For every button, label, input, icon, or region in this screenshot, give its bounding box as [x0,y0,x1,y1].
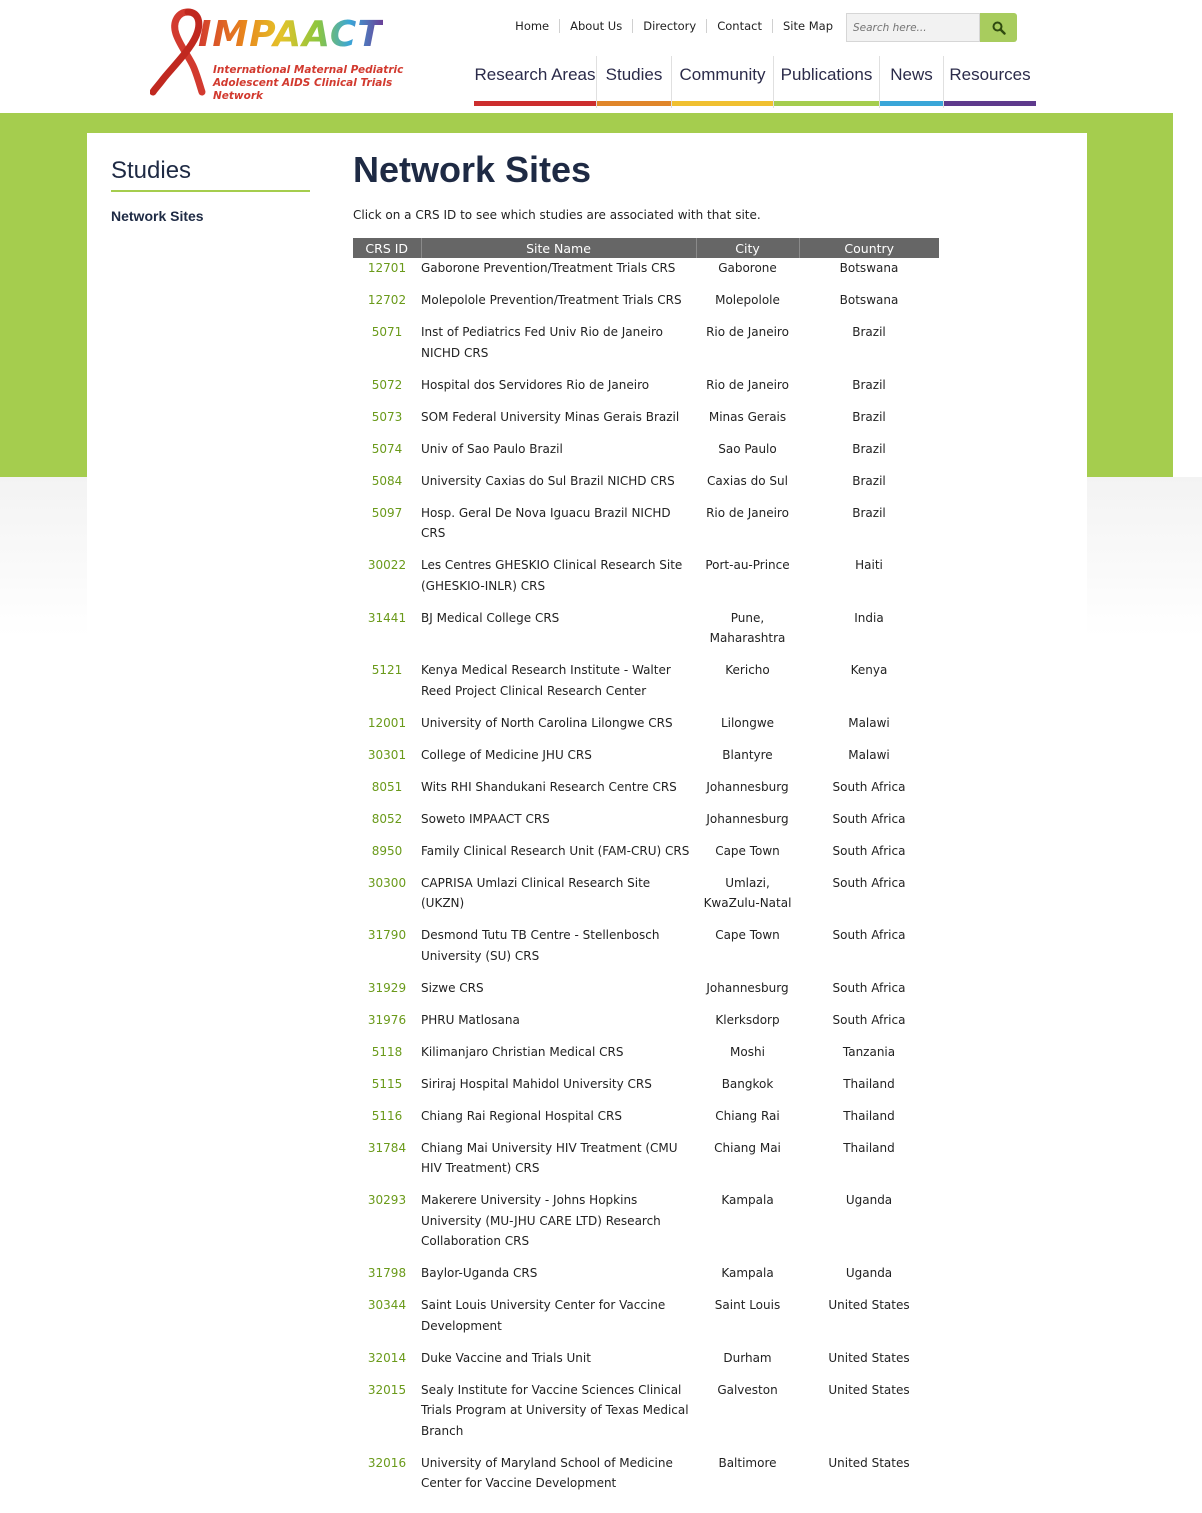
country-cell: Haiti [855,558,883,572]
table-body [353,258,939,1505]
search-icon [992,21,1006,35]
page-title: Network Sites [353,149,592,190]
column-header-country: Country [799,238,939,258]
site-name-cell: Saint Louis University Center for Vaccine Development [421,1298,666,1333]
site-name-cell: Desmond Tutu TB Centre - Stellenbosch University (SU) CRS [421,928,660,963]
table-row [353,1138,939,1191]
city-cell: Minas Gerais [708,409,787,424]
country-cell: Thailand [843,1076,895,1091]
site-name-cell: CAPRISA Umlazi Clinical Research Site (UKZN) [421,875,651,910]
crs-id-link[interactable]: 31441 [367,610,407,625]
crs-id-link[interactable]: 5074 [371,441,403,456]
country-cell: Thailand [843,1108,895,1123]
column-header-site-name: Site Name [421,238,696,258]
nav-label: Resources [949,65,1031,84]
nav-studies[interactable] [596,56,671,108]
nav-label: Studies [605,65,663,84]
crs-id-link[interactable]: 8051 [371,779,403,794]
table-row [353,322,939,375]
city-cell: Cape Town [715,843,780,858]
nav-accent-bar [880,101,943,106]
city-cell: Sao Paulo [718,441,777,456]
site-name-cell: Molepolole Prevention/Treatment Trials CRS [421,293,682,307]
city-cell: Rio de Janeiro [706,377,789,392]
city-cell: Rio de Janeiro [706,505,789,520]
city-cell: Moshi [730,1044,765,1059]
crs-id-link[interactable]: 31784 [367,1140,407,1155]
search-button[interactable] [980,13,1017,42]
country-cell: Kenya [850,663,888,677]
city-cell: Caxias do Sul [707,473,788,488]
site-name-cell: Sizwe CRS [421,980,484,995]
crs-id-link[interactable]: 12701 [367,261,407,275]
city-cell: Johannesburg [706,980,789,995]
crs-id-cell [353,1295,421,1348]
crs-id-cell [353,1138,421,1191]
site-name-cell: College of Medicine JHU CRS [421,747,592,762]
site-name-cell: Hosp. Geral De Nova Iguacu Brazil NICHD CRS [421,505,671,540]
site-name-cell: Soweto IMPAACT CRS [421,811,550,826]
table-row [353,978,939,1010]
city-cell: Umlazi, KwaZulu-Natal [703,875,792,910]
nav-label: Publications [780,65,873,84]
crs-id-cell [353,1106,421,1138]
country-cell: South Africa [832,779,906,794]
crs-id-cell [353,290,421,322]
site-name-cell: Univ of Sao Paulo Brazil [421,441,563,456]
country-cell: United States [828,1350,910,1365]
crs-id-cell [353,1074,421,1106]
nav-accent-bar [944,101,1036,106]
crs-id-cell [353,745,421,777]
site-name-cell: SOM Federal University Minas Gerais Brazil [421,409,680,424]
crs-id-link[interactable]: 32014 [367,1350,407,1365]
city-cell: Bangkok [721,1076,774,1091]
site-name-cell: Inst of Pediatrics Fed Univ Rio de Janeiro NICHD CRS [421,325,663,360]
crs-id-link[interactable]: 30293 [367,1193,407,1207]
crs-id-cell [353,1453,421,1506]
table-row [353,1348,939,1380]
crs-id-link[interactable]: 31798 [367,1266,407,1280]
crs-id-link[interactable]: 30301 [367,747,407,762]
country-cell: South Africa [832,811,906,826]
table-row [353,1010,939,1042]
crs-id-cell [353,1190,421,1263]
city-cell: Gaborone [718,261,777,275]
crs-id-cell [353,1380,421,1453]
table-row [353,439,939,471]
crs-id-link[interactable]: 5118 [371,1044,403,1059]
table-row [353,777,939,809]
crs-id-cell [353,713,421,745]
table-header-row [353,238,939,258]
crs-id-cell [353,608,421,661]
city-cell: Kericho [725,663,770,677]
crs-id-cell [353,258,421,290]
utility-nav [505,19,843,33]
country-cell: Brazil [852,441,886,456]
table-row [353,1042,939,1074]
network-sites-table [353,238,939,1505]
crs-id-cell [353,1042,421,1074]
crs-id-link[interactable]: 5071 [371,325,403,339]
crs-id-link[interactable]: 31929 [367,980,407,995]
site-name-cell: University Caxias do Sul Brazil NICHD CRS [421,473,675,488]
crs-id-link[interactable]: 5116 [371,1108,403,1123]
table-row [353,471,939,503]
crs-id-link[interactable]: 12702 [367,293,407,307]
country-cell: South Africa [832,843,906,858]
table-row [353,1106,939,1138]
site-name-cell: Family Clinical Research Unit (FAM-CRU) CRS [421,843,690,858]
country-cell: Botswana [839,261,899,275]
table-row [353,873,939,926]
table-row [353,1380,939,1453]
topnav-directory[interactable]: Directory [632,19,706,33]
site-name-cell: Les Centres GHESKIO Clinical Research Site (GHESKIO-INLR) CRS [421,558,683,593]
crs-id-cell [353,809,421,841]
crs-id-cell [353,503,421,556]
site-name-cell: Chiang Rai Regional Hospital CRS [421,1108,622,1123]
table-row [353,1263,939,1295]
country-cell: Botswana [839,293,899,307]
crs-id-cell [353,322,421,375]
site-name-cell: Kenya Medical Research Institute - Walter Reed Project Clinical Research Center [421,663,671,698]
table-row [353,608,939,661]
table-row [353,503,939,556]
crs-id-cell [353,1348,421,1380]
logo-tagline [213,64,433,103]
table-row [353,258,939,290]
nav-research-areas[interactable] [474,56,596,108]
country-cell: United States [828,1382,910,1397]
crs-id-cell [353,660,421,713]
country-cell: South Africa [832,875,906,890]
city-cell: Lilongwe [720,715,775,730]
site-name-cell: Makerere University - Johns Hopkins University (MU-JHU CARE LTD) Research Collaboration CRS [421,1193,661,1248]
page-intro: Click on a CRS ID to see which studies are associated with that site. [353,208,761,222]
city-cell: Saint Louis [714,1298,781,1312]
table-row [353,1453,939,1506]
country-cell: Brazil [852,409,886,424]
city-cell: Johannesburg [706,779,789,794]
city-cell: Blantyre [722,747,773,762]
country-cell: Brazil [852,377,886,392]
crs-id-cell [353,978,421,1010]
impaact-logo[interactable] [150,6,430,102]
column-header-crs-id: CRS ID [353,238,421,258]
site-name-cell: University of North Carolina Lilongwe CRS [421,715,673,730]
site-name-cell: Gaborone Prevention/Treatment Trials CRS [421,261,676,275]
logo-tagline-line2: Adolescent AIDS Clinical Trials Network [213,77,393,102]
site-name-cell: Duke Vaccine and Trials Unit [421,1350,591,1365]
crs-id-cell [353,873,421,926]
city-cell: Baltimore [718,1455,777,1470]
nav-publications[interactable] [773,56,879,108]
table-row [353,555,939,608]
table-row [353,809,939,841]
search-input[interactable] [846,13,980,42]
content-panel [87,133,1087,1513]
crs-id-cell [353,375,421,407]
country-cell: Thailand [843,1140,895,1155]
nav-accent-bar [474,101,596,106]
city-cell: Cape Town [715,928,780,942]
table-row [353,713,939,745]
crs-id-link[interactable]: 30300 [367,875,407,890]
crs-id-link[interactable]: 5072 [371,377,403,392]
site-name-cell: University of Maryland School of Medicine Center for Vaccine Development [421,1455,673,1490]
crs-id-link[interactable]: 32015 [367,1382,407,1397]
sidebar-divider [111,190,310,192]
city-cell: Kampala [721,1193,774,1207]
crs-id-cell [353,925,421,978]
site-name-cell: Siriraj Hospital Mahidol University CRS [421,1076,652,1091]
topnav-home[interactable]: Home [515,19,550,33]
nav-label: Research Areas [474,65,596,84]
crs-id-link[interactable]: 32016 [367,1455,407,1470]
country-cell: United States [828,1298,910,1312]
crs-id-cell [353,841,421,873]
crs-id-cell [353,1010,421,1042]
nav-accent-bar [672,101,773,106]
topnav-about-us[interactable]: About Us [559,19,632,33]
crs-id-cell [353,471,421,503]
country-cell: Uganda [845,1266,893,1280]
country-cell: India [854,610,884,625]
table-row [353,1295,939,1348]
search-box [846,13,1017,42]
country-cell: Brazil [852,325,886,339]
city-cell: Pune, Maharashtra [709,610,786,645]
crs-id-link[interactable]: 5121 [371,663,403,677]
table-row [353,1074,939,1106]
city-cell: Chiang Mai [714,1140,781,1155]
city-cell: Kampala [721,1266,774,1280]
table-row [353,375,939,407]
site-name-cell: Wits RHI Shandukani Research Centre CRS [421,779,677,794]
crs-id-link[interactable]: 31790 [367,928,407,942]
country-cell: South Africa [832,1012,906,1027]
nav-accent-bar [597,101,671,106]
site-name-cell: Hospital dos Servidores Rio de Janeiro [421,377,650,392]
nav-resources[interactable] [943,56,1036,108]
table-row [353,745,939,777]
table-row [353,841,939,873]
country-cell: Brazil [852,505,886,520]
crs-id-link[interactable]: 12001 [367,715,407,730]
crs-id-link[interactable]: 8950 [371,843,403,858]
site-name-cell: Kilimanjaro Christian Medical CRS [421,1044,624,1059]
crs-id-link[interactable]: 30344 [367,1298,407,1312]
crs-id-link[interactable]: 5115 [371,1076,403,1091]
city-cell: Johannesburg [706,811,789,826]
city-cell: Galveston [717,1382,778,1397]
crs-id-link[interactable]: 5097 [371,505,403,520]
country-cell: South Africa [832,928,906,942]
site-header [0,0,1202,113]
table-row [353,290,939,322]
table-row [353,660,939,713]
country-cell: Malawi [848,715,890,730]
topnav-site-map[interactable]: Site Map [772,19,843,33]
crs-id-link[interactable]: 5073 [371,409,403,424]
nav-label: News [890,65,933,84]
crs-id-cell [353,555,421,608]
country-cell: Brazil [852,473,886,488]
country-cell: Tanzania [842,1044,896,1059]
table-row [353,1190,939,1263]
nav-community[interactable] [671,56,773,108]
site-name-cell: Sealy Institute for Vaccine Sciences Clinical Trials Program at University of Texas Medical Branch [421,1382,689,1438]
table-row [353,407,939,439]
logo-tagline-line1: International Maternal Pediatric [213,64,404,76]
city-cell: Rio de Janeiro [706,325,789,339]
crs-id-cell [353,407,421,439]
city-cell: Durham [723,1350,772,1365]
crs-id-cell [353,777,421,809]
city-cell: Klerksdorp [715,1012,780,1027]
country-cell: Malawi [848,747,890,762]
site-name-cell: Baylor-Uganda CRS [421,1266,538,1280]
column-header-city: City [696,238,799,258]
table-row [353,925,939,978]
sidebar-title: Studies [111,157,192,184]
country-cell: Uganda [845,1193,893,1207]
crs-id-cell [353,1263,421,1295]
main-nav [474,56,1036,108]
city-cell: Molepolole [715,293,780,307]
crs-id-link[interactable]: 30022 [367,558,407,572]
site-name-cell: PHRU Matlosana [421,1012,520,1027]
topnav-contact[interactable]: Contact [706,19,772,33]
crs-id-link[interactable]: 8052 [371,811,403,826]
sidebar-item-network-sites[interactable]: Network Sites [111,208,204,224]
city-cell: Port-au-Prince [705,558,790,572]
nav-label: Community [679,65,766,84]
nav-news[interactable] [879,56,943,108]
site-name-cell: Chiang Mai University HIV Treatment (CMU HIV Treatment) CRS [421,1140,678,1175]
crs-id-link[interactable]: 5084 [371,473,403,488]
country-cell: South Africa [832,980,906,995]
crs-id-cell [353,439,421,471]
nav-accent-bar [774,101,879,106]
city-cell: Chiang Rai [715,1108,780,1123]
logo-wordmark: IMPAACT [198,14,383,55]
crs-id-link[interactable]: 31976 [367,1012,407,1027]
country-cell: United States [828,1455,910,1470]
site-name-cell: BJ Medical College CRS [421,610,560,625]
